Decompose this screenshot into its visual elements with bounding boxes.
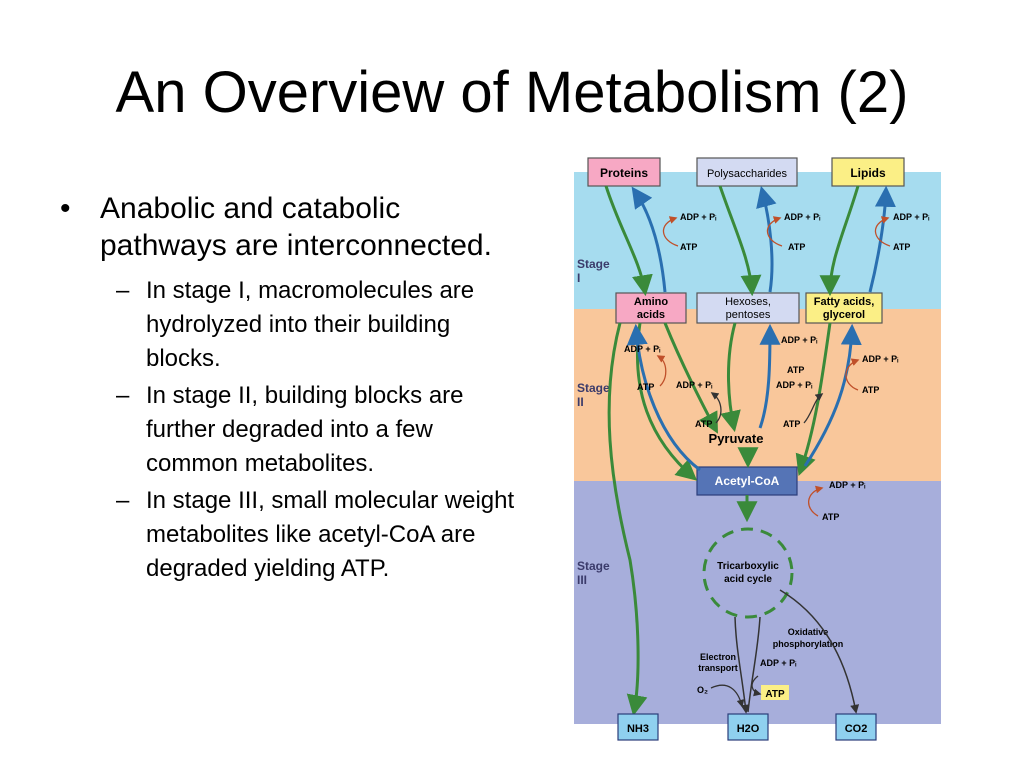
atp-label-1: ATP bbox=[680, 242, 698, 252]
electron-label: Electron bbox=[699, 652, 737, 662]
bullet-dot: • bbox=[60, 192, 71, 225]
bullet-list bbox=[60, 190, 520, 586]
lipids-label: Lipids bbox=[850, 166, 886, 180]
stage-2-band bbox=[574, 309, 941, 481]
dash-mark: – bbox=[116, 277, 130, 304]
atp-label-3: ATP bbox=[893, 242, 911, 252]
sub-bullet-stage-1 bbox=[60, 274, 520, 376]
stage-1-numeral: I bbox=[577, 271, 581, 285]
fatty-acids-label: Fatty acids, bbox=[813, 296, 875, 308]
hexoses-label-2: pentoses bbox=[725, 309, 771, 321]
dash-mark: – bbox=[116, 382, 130, 409]
sub-bullet-text: In stage III, small molecular weight metabolites like acetyl-CoA are degraded yielding ATP. bbox=[146, 487, 515, 582]
polysaccharides-label: Polysaccharides bbox=[706, 168, 788, 180]
pyruvate-label: Pyruvate bbox=[708, 431, 764, 446]
atp-label-8: ATP bbox=[862, 385, 880, 395]
adp-label-5: ADP + Pᵢ bbox=[676, 380, 713, 390]
main-bullet bbox=[60, 190, 520, 264]
adp-label-1: ADP + Pᵢ bbox=[680, 212, 717, 222]
oxidative-label: Oxidative bbox=[787, 627, 829, 637]
atp-label-4: ATP bbox=[637, 382, 655, 392]
sub-bullet-text: In stage I, macromolecules are hydrolyzed into their building blocks. bbox=[146, 277, 475, 372]
sub-bullet-stage-3 bbox=[60, 484, 520, 586]
stage-3-numeral: III bbox=[577, 573, 588, 587]
nh3-label: NH3 bbox=[626, 723, 650, 735]
co2-label: CO2 bbox=[844, 723, 868, 735]
atp-label-2: ATP bbox=[788, 242, 806, 252]
atp-label-5: ATP bbox=[695, 419, 713, 429]
tca-label: Tricarboxylic bbox=[717, 561, 779, 572]
sub-bullet-text: In stage II, building blocks are further degraded into a few common metabolites. bbox=[146, 382, 464, 477]
adp-label-7: ADP + Pᵢ bbox=[776, 380, 813, 390]
adp-label-8: ADP + Pᵢ bbox=[862, 354, 899, 364]
stage-2-numeral: II bbox=[577, 395, 584, 409]
acetyl-coa-label: Acetyl-CoA bbox=[714, 474, 780, 488]
amino-acids-label-2: acids bbox=[636, 309, 666, 321]
hexoses-label: Hexoses, bbox=[725, 296, 771, 308]
stage-1-label: Stage bbox=[577, 257, 610, 271]
o2-label: O₂ bbox=[697, 685, 708, 695]
atp-label-9: ATP bbox=[822, 512, 840, 522]
amino-acids-label: Amino bbox=[633, 296, 669, 308]
slide-title: An Overview of Metabolism (2) bbox=[115, 60, 909, 125]
stage-3-label: Stage bbox=[577, 559, 610, 573]
adp-label-2: ADP + Pᵢ bbox=[784, 212, 821, 222]
stage-2-label: Stage bbox=[577, 381, 610, 395]
h2o-label: H2O bbox=[736, 723, 760, 735]
metabolism-diagram bbox=[560, 150, 952, 755]
fatty-acids-label-2: glycerol bbox=[822, 309, 866, 321]
proteins-label: Proteins bbox=[599, 166, 649, 180]
main-bullet-text: Anabolic and catabolic pathways are interconnected. bbox=[100, 192, 492, 262]
dash-mark: – bbox=[116, 487, 130, 514]
adp-label-4: ADP + Pᵢ bbox=[624, 344, 661, 354]
metabolism-diagram-svg bbox=[560, 150, 952, 750]
stage-3-band bbox=[574, 481, 941, 724]
adp-label-10: ADP + Pᵢ bbox=[760, 658, 797, 668]
tca-label-2: acid cycle bbox=[724, 574, 772, 585]
electron-label-2: transport bbox=[698, 663, 738, 673]
oxidative-label-2: phosphorylation bbox=[772, 639, 844, 649]
atp-label-6: ATP bbox=[787, 365, 805, 375]
adp-label-6: ADP + Pᵢ bbox=[781, 335, 818, 345]
adp-label-9: ADP + Pᵢ bbox=[829, 480, 866, 490]
adp-label-3: ADP + Pᵢ bbox=[893, 212, 930, 222]
atp-final-label: ATP bbox=[765, 689, 785, 700]
sub-bullet-stage-2 bbox=[60, 379, 520, 481]
atp-label-7: ATP bbox=[783, 419, 801, 429]
